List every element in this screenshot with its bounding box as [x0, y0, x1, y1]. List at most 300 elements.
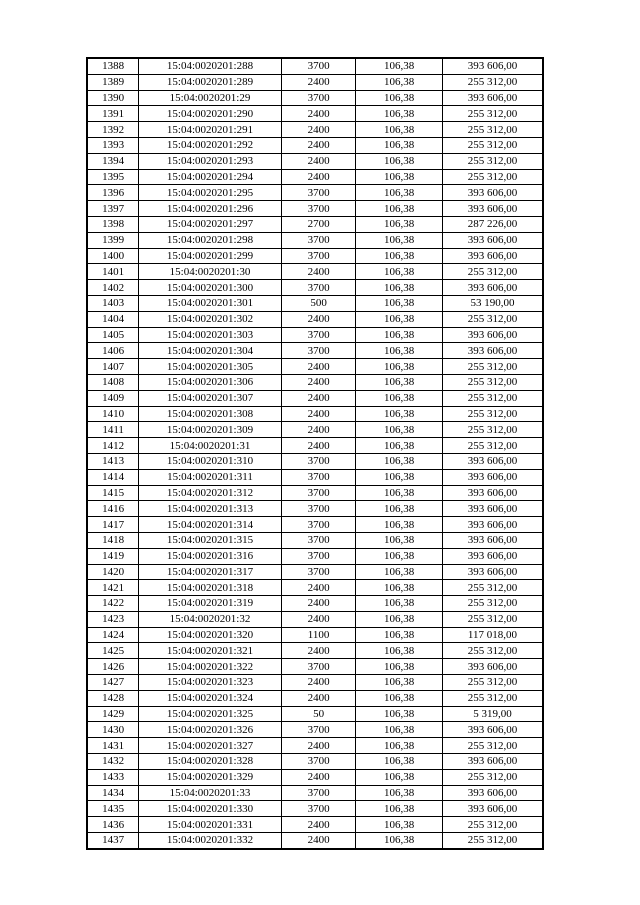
unit-value-cell: 106,38 [356, 137, 443, 153]
row-number-cell: 1428 [87, 690, 139, 706]
cadastral-value-cell: 393 606,00 [442, 785, 543, 801]
cadastral-number-cell: 15:04:0020201:331 [139, 817, 282, 833]
cadastral-value-cell: 393 606,00 [442, 548, 543, 564]
unit-value-cell: 106,38 [356, 485, 443, 501]
table-row [87, 264, 543, 280]
unit-value-cell: 106,38 [356, 801, 443, 817]
cadastral-number-cell: 15:04:0020201:305 [139, 359, 282, 375]
cadastral-value-cell: 255 312,00 [442, 374, 543, 390]
land-registry-table [86, 57, 544, 850]
area-cell: 2400 [281, 74, 356, 90]
row-number-cell: 1416 [87, 501, 139, 517]
table-row [87, 374, 543, 390]
area-cell: 3700 [281, 532, 356, 548]
row-number-cell: 1415 [87, 485, 139, 501]
row-number-cell: 1413 [87, 453, 139, 469]
row-number-cell: 1426 [87, 659, 139, 675]
unit-value-cell: 106,38 [356, 74, 443, 90]
cadastral-number-cell: 15:04:0020201:314 [139, 517, 282, 533]
table-row [87, 738, 543, 754]
row-number-cell: 1419 [87, 548, 139, 564]
area-cell: 3700 [281, 232, 356, 248]
cadastral-number-cell: 15:04:0020201:306 [139, 374, 282, 390]
unit-value-cell: 106,38 [356, 327, 443, 343]
row-number-cell: 1418 [87, 532, 139, 548]
cadastral-value-cell: 255 312,00 [442, 817, 543, 833]
table-row [87, 232, 543, 248]
area-cell: 3700 [281, 90, 356, 106]
table-row [87, 469, 543, 485]
area-cell: 2400 [281, 675, 356, 691]
area-cell: 3700 [281, 659, 356, 675]
table-row [87, 801, 543, 817]
cadastral-number-cell: 15:04:0020201:30 [139, 264, 282, 280]
table-row [87, 185, 543, 201]
cadastral-number-cell: 15:04:0020201:315 [139, 532, 282, 548]
unit-value-cell: 106,38 [356, 216, 443, 232]
cadastral-value-cell: 255 312,00 [442, 769, 543, 785]
area-cell: 2400 [281, 596, 356, 612]
row-number-cell: 1422 [87, 596, 139, 612]
area-cell: 2400 [281, 390, 356, 406]
cadastral-value-cell: 255 312,00 [442, 690, 543, 706]
row-number-cell: 1434 [87, 785, 139, 801]
table-row [87, 532, 543, 548]
cadastral-number-cell: 15:04:0020201:301 [139, 295, 282, 311]
cadastral-number-cell: 15:04:0020201:295 [139, 185, 282, 201]
cadastral-value-cell: 255 312,00 [442, 596, 543, 612]
cadastral-value-cell: 255 312,00 [442, 264, 543, 280]
unit-value-cell: 106,38 [356, 564, 443, 580]
area-cell: 3700 [281, 722, 356, 738]
row-number-cell: 1417 [87, 517, 139, 533]
area-cell: 2400 [281, 769, 356, 785]
area-cell: 3700 [281, 327, 356, 343]
area-cell: 2400 [281, 264, 356, 280]
unit-value-cell: 106,38 [356, 343, 443, 359]
unit-value-cell: 106,38 [356, 374, 443, 390]
unit-value-cell: 106,38 [356, 438, 443, 454]
table-row [87, 643, 543, 659]
table-row [87, 359, 543, 375]
cadastral-number-cell: 15:04:0020201:322 [139, 659, 282, 675]
cadastral-number-cell: 15:04:0020201:329 [139, 769, 282, 785]
area-cell: 3700 [281, 185, 356, 201]
cadastral-value-cell: 393 606,00 [442, 232, 543, 248]
area-cell: 3700 [281, 58, 356, 74]
area-cell: 50 [281, 706, 356, 722]
table-row [87, 295, 543, 311]
cadastral-value-cell: 393 606,00 [442, 90, 543, 106]
cadastral-number-cell: 15:04:0020201:32 [139, 611, 282, 627]
table-body [87, 58, 543, 849]
unit-value-cell: 106,38 [356, 295, 443, 311]
row-number-cell: 1427 [87, 675, 139, 691]
row-number-cell: 1431 [87, 738, 139, 754]
cadastral-number-cell: 15:04:0020201:318 [139, 580, 282, 596]
area-cell: 2400 [281, 833, 356, 849]
cadastral-number-cell: 15:04:0020201:316 [139, 548, 282, 564]
unit-value-cell: 106,38 [356, 611, 443, 627]
area-cell: 3700 [281, 343, 356, 359]
unit-value-cell: 106,38 [356, 311, 443, 327]
cadastral-value-cell: 117 018,00 [442, 627, 543, 643]
unit-value-cell: 106,38 [356, 738, 443, 754]
area-cell: 2400 [281, 311, 356, 327]
unit-value-cell: 106,38 [356, 58, 443, 74]
unit-value-cell: 106,38 [356, 532, 443, 548]
row-number-cell: 1409 [87, 390, 139, 406]
row-number-cell: 1430 [87, 722, 139, 738]
unit-value-cell: 106,38 [356, 153, 443, 169]
cadastral-value-cell: 393 606,00 [442, 185, 543, 201]
table-row [87, 90, 543, 106]
cadastral-number-cell: 15:04:0020201:330 [139, 801, 282, 817]
cadastral-value-cell: 393 606,00 [442, 469, 543, 485]
row-number-cell: 1437 [87, 833, 139, 849]
cadastral-number-cell: 15:04:0020201:321 [139, 643, 282, 659]
area-cell: 2400 [281, 817, 356, 833]
cadastral-value-cell: 393 606,00 [442, 453, 543, 469]
cadastral-value-cell: 255 312,00 [442, 422, 543, 438]
unit-value-cell: 106,38 [356, 706, 443, 722]
cadastral-value-cell: 393 606,00 [442, 801, 543, 817]
area-cell: 2400 [281, 374, 356, 390]
unit-value-cell: 106,38 [356, 201, 443, 217]
area-cell: 2400 [281, 643, 356, 659]
cadastral-value-cell: 255 312,00 [442, 833, 543, 849]
cadastral-value-cell: 255 312,00 [442, 438, 543, 454]
table-row [87, 453, 543, 469]
table-row [87, 216, 543, 232]
unit-value-cell: 106,38 [356, 501, 443, 517]
row-number-cell: 1396 [87, 185, 139, 201]
area-cell: 3700 [281, 754, 356, 770]
unit-value-cell: 106,38 [356, 280, 443, 296]
row-number-cell: 1388 [87, 58, 139, 74]
table-row [87, 517, 543, 533]
unit-value-cell: 106,38 [356, 90, 443, 106]
area-cell: 2400 [281, 406, 356, 422]
area-cell: 3700 [281, 785, 356, 801]
cadastral-number-cell: 15:04:0020201:289 [139, 74, 282, 90]
unit-value-cell: 106,38 [356, 785, 443, 801]
cadastral-value-cell: 393 606,00 [442, 201, 543, 217]
cadastral-number-cell: 15:04:0020201:325 [139, 706, 282, 722]
area-cell: 3700 [281, 201, 356, 217]
row-number-cell: 1405 [87, 327, 139, 343]
cadastral-value-cell: 393 606,00 [442, 754, 543, 770]
cadastral-number-cell: 15:04:0020201:324 [139, 690, 282, 706]
unit-value-cell: 106,38 [356, 754, 443, 770]
area-cell: 3700 [281, 485, 356, 501]
row-number-cell: 1429 [87, 706, 139, 722]
unit-value-cell: 106,38 [356, 390, 443, 406]
cadastral-value-cell: 393 606,00 [442, 501, 543, 517]
cadastral-value-cell: 393 606,00 [442, 722, 543, 738]
cadastral-value-cell: 393 606,00 [442, 485, 543, 501]
cadastral-value-cell: 255 312,00 [442, 359, 543, 375]
unit-value-cell: 106,38 [356, 769, 443, 785]
table-row [87, 122, 543, 138]
cadastral-number-cell: 15:04:0020201:288 [139, 58, 282, 74]
cadastral-value-cell: 255 312,00 [442, 169, 543, 185]
cadastral-value-cell: 5 319,00 [442, 706, 543, 722]
cadastral-value-cell: 255 312,00 [442, 675, 543, 691]
cadastral-number-cell: 15:04:0020201:304 [139, 343, 282, 359]
area-cell: 2400 [281, 106, 356, 122]
unit-value-cell: 106,38 [356, 359, 443, 375]
area-cell: 3700 [281, 548, 356, 564]
cadastral-value-cell: 393 606,00 [442, 532, 543, 548]
row-number-cell: 1402 [87, 280, 139, 296]
table-row [87, 438, 543, 454]
unit-value-cell: 106,38 [356, 264, 443, 280]
cadastral-value-cell: 255 312,00 [442, 122, 543, 138]
cadastral-value-cell: 393 606,00 [442, 517, 543, 533]
table-row [87, 596, 543, 612]
unit-value-cell: 106,38 [356, 817, 443, 833]
cadastral-number-cell: 15:04:0020201:293 [139, 153, 282, 169]
unit-value-cell: 106,38 [356, 406, 443, 422]
row-number-cell: 1424 [87, 627, 139, 643]
unit-value-cell: 106,38 [356, 453, 443, 469]
unit-value-cell: 106,38 [356, 690, 443, 706]
row-number-cell: 1391 [87, 106, 139, 122]
cadastral-number-cell: 15:04:0020201:313 [139, 501, 282, 517]
cadastral-number-cell: 15:04:0020201:294 [139, 169, 282, 185]
unit-value-cell: 106,38 [356, 169, 443, 185]
row-number-cell: 1423 [87, 611, 139, 627]
area-cell: 3700 [281, 501, 356, 517]
table-row [87, 690, 543, 706]
row-number-cell: 1389 [87, 74, 139, 90]
cadastral-number-cell: 15:04:0020201:33 [139, 785, 282, 801]
row-number-cell: 1395 [87, 169, 139, 185]
cadastral-value-cell: 393 606,00 [442, 564, 543, 580]
area-cell: 2400 [281, 738, 356, 754]
unit-value-cell: 106,38 [356, 675, 443, 691]
cadastral-number-cell: 15:04:0020201:332 [139, 833, 282, 849]
table-row [87, 343, 543, 359]
cadastral-value-cell: 393 606,00 [442, 659, 543, 675]
cadastral-number-cell: 15:04:0020201:310 [139, 453, 282, 469]
row-number-cell: 1394 [87, 153, 139, 169]
table-row [87, 659, 543, 675]
area-cell: 2700 [281, 216, 356, 232]
table-row [87, 201, 543, 217]
unit-value-cell: 106,38 [356, 185, 443, 201]
row-number-cell: 1401 [87, 264, 139, 280]
table-row [87, 548, 543, 564]
row-number-cell: 1432 [87, 754, 139, 770]
table-row [87, 722, 543, 738]
row-number-cell: 1399 [87, 232, 139, 248]
cadastral-number-cell: 15:04:0020201:29 [139, 90, 282, 106]
unit-value-cell: 106,38 [356, 833, 443, 849]
table-row [87, 169, 543, 185]
cadastral-number-cell: 15:04:0020201:299 [139, 248, 282, 264]
cadastral-value-cell: 53 190,00 [442, 295, 543, 311]
cadastral-value-cell: 393 606,00 [442, 327, 543, 343]
area-cell: 2400 [281, 169, 356, 185]
row-number-cell: 1392 [87, 122, 139, 138]
row-number-cell: 1414 [87, 469, 139, 485]
cadastral-value-cell: 287 226,00 [442, 216, 543, 232]
cadastral-number-cell: 15:04:0020201:319 [139, 596, 282, 612]
area-cell: 2400 [281, 359, 356, 375]
unit-value-cell: 106,38 [356, 627, 443, 643]
table-row [87, 327, 543, 343]
row-number-cell: 1393 [87, 137, 139, 153]
row-number-cell: 1436 [87, 817, 139, 833]
table-row [87, 137, 543, 153]
row-number-cell: 1390 [87, 90, 139, 106]
area-cell: 2400 [281, 438, 356, 454]
area-cell: 3700 [281, 248, 356, 264]
cadastral-number-cell: 15:04:0020201:317 [139, 564, 282, 580]
row-number-cell: 1420 [87, 564, 139, 580]
cadastral-number-cell: 15:04:0020201:320 [139, 627, 282, 643]
area-cell: 2400 [281, 611, 356, 627]
table-row [87, 153, 543, 169]
table-row [87, 611, 543, 627]
cadastral-number-cell: 15:04:0020201:309 [139, 422, 282, 438]
area-cell: 3700 [281, 564, 356, 580]
table-row [87, 422, 543, 438]
table-row [87, 501, 543, 517]
unit-value-cell: 106,38 [356, 580, 443, 596]
cadastral-number-cell: 15:04:0020201:303 [139, 327, 282, 343]
unit-value-cell: 106,38 [356, 596, 443, 612]
row-number-cell: 1435 [87, 801, 139, 817]
unit-value-cell: 106,38 [356, 517, 443, 533]
table-row [87, 74, 543, 90]
cadastral-value-cell: 393 606,00 [442, 280, 543, 296]
unit-value-cell: 106,38 [356, 548, 443, 564]
table-row [87, 406, 543, 422]
row-number-cell: 1410 [87, 406, 139, 422]
area-cell: 1100 [281, 627, 356, 643]
row-number-cell: 1397 [87, 201, 139, 217]
cadastral-number-cell: 15:04:0020201:307 [139, 390, 282, 406]
table-row [87, 785, 543, 801]
unit-value-cell: 106,38 [356, 248, 443, 264]
unit-value-cell: 106,38 [356, 643, 443, 659]
cadastral-value-cell: 255 312,00 [442, 153, 543, 169]
cadastral-number-cell: 15:04:0020201:323 [139, 675, 282, 691]
cadastral-value-cell: 255 312,00 [442, 390, 543, 406]
table-row [87, 769, 543, 785]
cadastral-value-cell: 255 312,00 [442, 611, 543, 627]
row-number-cell: 1425 [87, 643, 139, 659]
row-number-cell: 1408 [87, 374, 139, 390]
cadastral-number-cell: 15:04:0020201:326 [139, 722, 282, 738]
row-number-cell: 1421 [87, 580, 139, 596]
table-row [87, 833, 543, 849]
unit-value-cell: 106,38 [356, 659, 443, 675]
cadastral-number-cell: 15:04:0020201:296 [139, 201, 282, 217]
cadastral-number-cell: 15:04:0020201:312 [139, 485, 282, 501]
row-number-cell: 1398 [87, 216, 139, 232]
table-row [87, 817, 543, 833]
cadastral-number-cell: 15:04:0020201:290 [139, 106, 282, 122]
area-cell: 500 [281, 295, 356, 311]
table-row [87, 564, 543, 580]
table-row [87, 706, 543, 722]
cadastral-number-cell: 15:04:0020201:297 [139, 216, 282, 232]
row-number-cell: 1403 [87, 295, 139, 311]
cadastral-value-cell: 393 606,00 [442, 343, 543, 359]
cadastral-number-cell: 15:04:0020201:327 [139, 738, 282, 754]
table-row [87, 675, 543, 691]
cadastral-value-cell: 255 312,00 [442, 311, 543, 327]
cadastral-number-cell: 15:04:0020201:300 [139, 280, 282, 296]
area-cell: 3700 [281, 469, 356, 485]
table-row [87, 58, 543, 74]
cadastral-value-cell: 255 312,00 [442, 643, 543, 659]
row-number-cell: 1412 [87, 438, 139, 454]
area-cell: 2400 [281, 122, 356, 138]
cadastral-value-cell: 255 312,00 [442, 406, 543, 422]
area-cell: 3700 [281, 801, 356, 817]
cadastral-number-cell: 15:04:0020201:328 [139, 754, 282, 770]
area-cell: 2400 [281, 580, 356, 596]
cadastral-number-cell: 15:04:0020201:308 [139, 406, 282, 422]
row-number-cell: 1400 [87, 248, 139, 264]
cadastral-value-cell: 255 312,00 [442, 74, 543, 90]
row-number-cell: 1407 [87, 359, 139, 375]
cadastral-value-cell: 255 312,00 [442, 580, 543, 596]
cadastral-value-cell: 255 312,00 [442, 738, 543, 754]
cadastral-number-cell: 15:04:0020201:291 [139, 122, 282, 138]
area-cell: 2400 [281, 153, 356, 169]
unit-value-cell: 106,38 [356, 106, 443, 122]
table-row [87, 248, 543, 264]
area-cell: 2400 [281, 690, 356, 706]
cadastral-value-cell: 393 606,00 [442, 248, 543, 264]
unit-value-cell: 106,38 [356, 722, 443, 738]
unit-value-cell: 106,38 [356, 232, 443, 248]
area-cell: 3700 [281, 453, 356, 469]
row-number-cell: 1433 [87, 769, 139, 785]
cadastral-number-cell: 15:04:0020201:298 [139, 232, 282, 248]
table-row [87, 280, 543, 296]
cadastral-number-cell: 15:04:0020201:302 [139, 311, 282, 327]
area-cell: 2400 [281, 422, 356, 438]
cadastral-number-cell: 15:04:0020201:31 [139, 438, 282, 454]
cadastral-number-cell: 15:04:0020201:292 [139, 137, 282, 153]
row-number-cell: 1404 [87, 311, 139, 327]
table-row [87, 390, 543, 406]
row-number-cell: 1406 [87, 343, 139, 359]
table-row [87, 627, 543, 643]
cadastral-value-cell: 255 312,00 [442, 106, 543, 122]
unit-value-cell: 106,38 [356, 422, 443, 438]
cadastral-value-cell: 393 606,00 [442, 58, 543, 74]
area-cell: 3700 [281, 517, 356, 533]
table-row [87, 106, 543, 122]
table-row [87, 485, 543, 501]
unit-value-cell: 106,38 [356, 469, 443, 485]
unit-value-cell: 106,38 [356, 122, 443, 138]
area-cell: 2400 [281, 137, 356, 153]
cadastral-number-cell: 15:04:0020201:311 [139, 469, 282, 485]
table-row [87, 580, 543, 596]
table-row [87, 754, 543, 770]
row-number-cell: 1411 [87, 422, 139, 438]
area-cell: 3700 [281, 280, 356, 296]
